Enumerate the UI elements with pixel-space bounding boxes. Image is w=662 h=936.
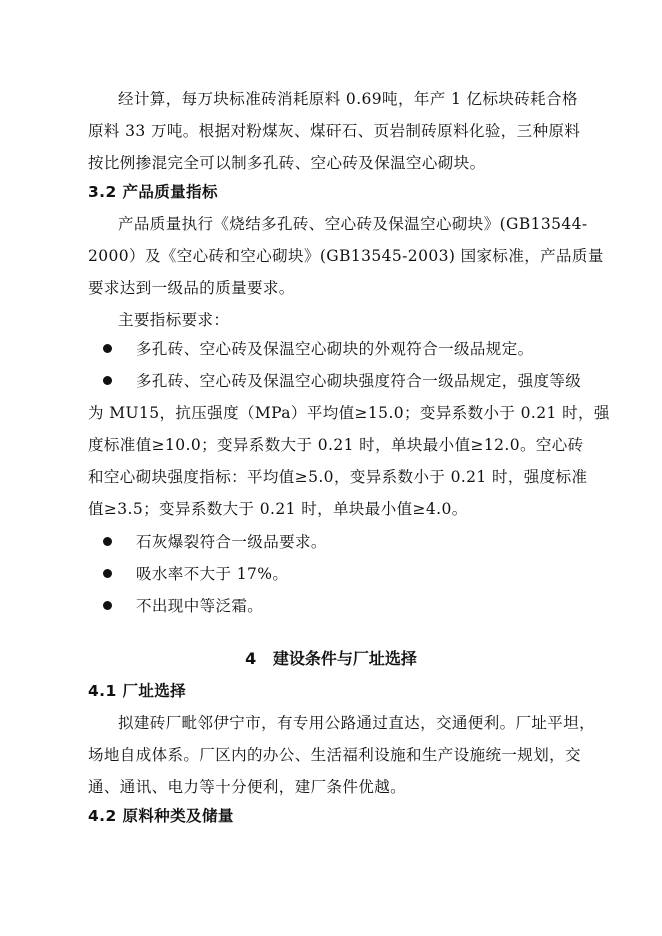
bullet-line: 多孔砖、空心砖及保温空心砌块强度符合一级品规定，强度等级 <box>136 372 582 390</box>
chapter-heading-4: 4 建设条件与厂址选择 <box>245 649 417 668</box>
bullet-line: 为 MU15，抗压强度（MPa）平均值≥15.0；变异系数小于 0.21 时，强 <box>88 404 610 422</box>
paragraph-line: 产品质量执行《烧结多孔砖、空心砖及保温空心砌块》(GB13544- <box>118 215 588 233</box>
paragraph-line: 经计算，每万块标准砖消耗原料 0.69吨，年产 1 亿标块砖耗合格 <box>118 90 578 108</box>
bullet-line: 和空心砌块强度指标：平均值≥5.0，变异系数小于 0.21 时，强度标准 <box>88 468 588 486</box>
bullet-line: 石灰爆裂符合一级品要求。 <box>136 533 327 551</box>
paragraph-line: 要求达到一级品的质量要求。 <box>88 279 295 297</box>
paragraph-line: 拟建砖厂毗邻伊宁市，有专用公路通过直达，交通便利。厂址平坦， <box>118 714 596 732</box>
bullet-line: 度标准值≥10.0；变异系数大于 0.21 时，单块最小值≥12.0。空心砖 <box>88 436 584 454</box>
bullet-line: 不出现中等泛霜。 <box>136 597 264 615</box>
bullet-icon <box>103 569 112 578</box>
paragraph-line: 按比例掺混完全可以制多孔砖、空心砖及保温空心砌块。 <box>88 154 486 172</box>
paragraph-line: 主要指标要求： <box>118 311 230 329</box>
section-heading-4-1: 4.1 厂址选择 <box>88 682 187 700</box>
section-heading-4-2: 4.2 原料种类及储量 <box>88 807 234 825</box>
bullet-icon <box>103 344 112 353</box>
paragraph-line: 2000）及《空心砖和空心砌块》(GB13545-2003) 国家标准，产品质量 <box>88 247 604 265</box>
bullet-icon <box>103 537 112 546</box>
paragraph-line: 通、通讯、电力等十分便利，建厂条件优越。 <box>88 778 407 796</box>
bullet-line: 吸水率不大于 17%。 <box>136 565 289 583</box>
bullet-icon <box>103 376 112 385</box>
bullet-line: 多孔砖、空心砖及保温空心砌块的外观符合一级品规定。 <box>136 340 534 358</box>
bullet-icon <box>103 601 112 610</box>
bullet-line: 值≥3.5；变异系数大于 0.21 时，单块最小值≥4.0。 <box>88 500 468 518</box>
paragraph-line: 场地自成体系。厂区内的办公、生活福利设施和生产设施统一规划，交 <box>88 746 581 764</box>
paragraph-line: 原料 33 万吨。根据对粉煤灰、煤矸石、页岩制砖原料化验，三种原料 <box>88 122 581 140</box>
section-heading-3-2: 3.2 产品质量指标 <box>88 183 218 201</box>
